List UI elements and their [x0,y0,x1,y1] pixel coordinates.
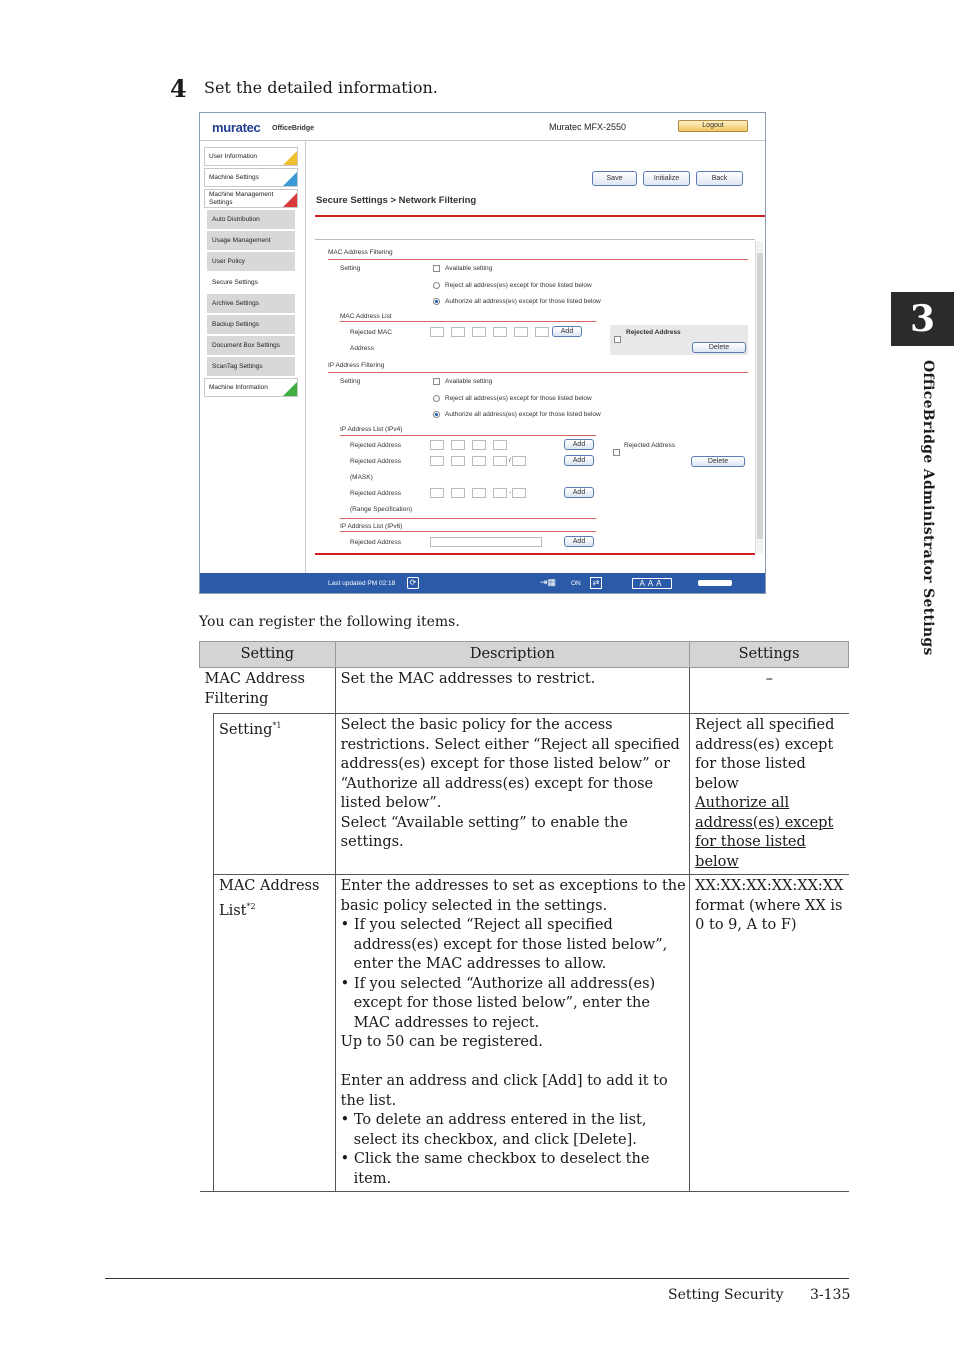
green-tab-icon [283,382,297,396]
nav-document-box-settings[interactable]: Document Box Settings [207,336,295,355]
yellow-tab-icon [283,151,297,165]
mac-authorize-radio[interactable] [433,298,440,305]
ipv4-add-button[interactable]: Add [564,439,594,450]
ip-available-checkbox[interactable] [433,378,440,385]
mac-address-label: Address [350,345,374,352]
ipv6-address-input[interactable] [430,537,542,547]
mac-octet-1[interactable] [430,327,444,337]
row2-setting: Setting$^{*1}$ [213,714,335,875]
footer-rule [105,1278,849,1279]
ipv4-range-octet-2[interactable] [451,488,465,498]
rejected-mac-label: Rejected MAC [350,329,392,336]
ip-reject-radio[interactable] [433,395,440,402]
mask-slash: / [509,457,511,464]
connection-icon: ⇥▦ [540,577,557,587]
panel-bottom-line [315,553,755,555]
mac-octet-2[interactable] [451,327,465,337]
range-dash: - [509,489,512,496]
blue-tab-icon [283,172,297,186]
row1-settings: – [690,668,849,714]
nav-machine-information[interactable]: Machine Information [204,378,298,397]
default-value: Authorize all address(es) except for those listed below [695,795,834,870]
nav-archive-settings[interactable]: Archive Settings [207,294,295,313]
font-size-icon[interactable]: AAA [632,578,672,589]
panel-top-border [315,239,755,240]
ipv4-range-label: (Range Specification) [350,506,413,513]
row1-description: Set the MAC addresses to restrict. [335,668,689,714]
ipv4-octet-4[interactable] [493,440,507,450]
chapter-label: OfficeBridge Administrator Settings [920,360,936,656]
nav-scantag-settings[interactable]: ScanTag Settings [207,357,295,376]
ipv4-mask-label: (MASK) [350,474,373,481]
ipv6-list-line [340,531,596,532]
intro-text: You can register the following items. [199,614,460,630]
mac-section-line [328,259,748,260]
ip-setting-label: Setting [340,378,361,385]
header-settings: Settings [690,642,849,668]
scroll-thumb[interactable] [757,253,763,539]
mac-rejected-checkbox[interactable] [614,336,621,343]
sidebar [204,147,304,399]
row2-description: Select the basic policy for the access restrictions. Select either “Reject all specified address(es) except for those listed below” or “Authorize all address(es) except for those listed below”. Select “Available setting” to enable the settings. [335,714,689,875]
mac-octet-3[interactable] [472,327,486,337]
status-bar [200,573,765,594]
logout-button[interactable]: Logout [678,120,748,132]
header-description: Description [335,642,689,668]
mac-rejected-address-label: Rejected Address [626,329,681,336]
ip-rejected-address-label: Rejected Address [624,442,675,449]
table-header-row [200,642,849,668]
red-tab-icon [283,193,297,207]
ipv4-range-octet-1[interactable] [430,488,444,498]
ip-section-line [328,372,748,373]
ipv6-add-button[interactable]: Add [564,536,594,547]
mac-authorize-label: Authorize all address(es) except for those listed below [445,298,601,305]
ipv4-range-octet-4[interactable] [493,488,507,498]
ipv4-mask-octet-2[interactable] [451,456,465,466]
footer-section-title: Setting Security [668,1287,784,1303]
ipv4-mask-octet-4[interactable] [493,456,507,466]
ipv4-octet-3[interactable] [472,440,486,450]
ip-reject-label: Reject all address(es) except for those listed below [445,395,592,402]
back-button[interactable]: Back [696,171,743,186]
nav-backup-settings[interactable]: Backup Settings [207,315,295,334]
mac-octet-6[interactable] [535,327,549,337]
mac-octet-5[interactable] [514,327,528,337]
model-name: Muratec MFX-2550 [549,122,627,132]
switch-icon[interactable]: ⇄ [590,577,602,589]
mac-add-button[interactable]: Add [552,326,582,337]
row3-setting: MAC Address List$^{*2}$ [213,875,335,1192]
refresh-icon[interactable]: ⟳ [407,577,419,589]
nav-usage-management[interactable]: Usage Management [207,231,295,250]
settings-table [199,641,849,1192]
mac-available-label: Available setting [445,265,493,272]
nav-auto-distribution[interactable]: Auto Distribution [207,210,295,229]
ipv6-list-label: IP Address List (IPv6) [340,523,403,530]
ui-screenshot [199,112,766,594]
nav-machine-settings[interactable]: Machine Settings [204,168,298,187]
ipv4-range-octet-3[interactable] [472,488,486,498]
header-setting: Setting [200,642,336,668]
on-indicator: ON [571,580,581,587]
save-button[interactable]: Save [592,171,637,186]
ipv4-mask-rejected-label: Rejected Address [350,458,401,465]
row2-settings: Reject all specified address(es) except for those listed below Authorize all address(es) except for those listed below [690,714,849,875]
title-divider [315,215,765,217]
scrollbar[interactable] [755,241,763,553]
ip-authorize-label: Authorize all address(es) except for those listed below [445,411,601,418]
ipv6-rejected-label: Rejected Address [350,539,401,546]
step-instruction: Set the detailed information. [204,78,438,97]
last-updated: Last updated PM 02:18 [328,580,396,587]
breadcrumb: Secure Settings > Network Filtering [316,195,477,206]
chapter-tab: 3 [891,292,954,346]
ip-delete-button[interactable]: Delete [691,456,745,467]
row3-description: Enter the addresses to set as exceptions to the basic policy selected in the settings. • If you selected “Reject all specified address(es) except for those listed below”, enter the MAC addresses to allow. • If you selected “Authorize all address(es) except for those listed below”, enter the MAC addresses to reject. Up to 50 can be registered. Enter an address and click [Add] to add it to the list. • To delete an address entered in the list, select its checkbox, and click [Delete]. • Click the same checkbox to deselect the item. [335,875,689,1192]
initialize-button[interactable]: Initialize [643,171,690,186]
mac-reject-label: Reject all address(es) except for those listed below [445,282,592,289]
mac-section-title: MAC Address Filtering [328,249,393,256]
nav-user-policy[interactable]: User Policy [207,252,295,271]
ipv4-rejected-label: Rejected Address [350,442,401,449]
ip-rejected-checkbox[interactable] [613,449,620,456]
ip-authorize-radio[interactable] [433,411,440,418]
mac-octet-4[interactable] [493,327,507,337]
range-bottom-line [340,518,596,519]
ipv4-mask-octet-1[interactable] [430,456,444,466]
ipv4-range-rejected-label: Rejected Address [350,490,401,497]
mac-reject-radio[interactable] [433,282,440,289]
ip-section-title: IP Address Filtering [328,362,385,369]
app-header [200,113,765,141]
ipv4-range-end[interactable] [512,488,526,498]
nav-secure-settings[interactable]: Secure Settings [207,273,295,292]
row3-settings: XX:XX:XX:XX:XX:XX format (where XX is 0 to 9, A to F) [690,875,849,1192]
table-row [200,668,849,714]
table-row [200,714,849,875]
step-number: 4 [170,74,187,103]
mac-delete-button[interactable]: Delete [692,342,746,353]
nav-user-information[interactable]: User Information [204,147,298,166]
mac-setting-label: Setting [340,265,361,272]
mac-list-label: MAC Address List [340,313,392,320]
ipv4-range-add-button[interactable]: Add [564,487,594,498]
ipv4-mask-add-button[interactable]: Add [564,455,594,466]
ipv4-octet-1[interactable] [430,440,444,450]
nav-machine-management-settings[interactable]: Machine Management Settings [204,189,298,208]
progress-icon [698,580,732,586]
page-number: 3-135 [810,1287,851,1303]
ipv4-octet-2[interactable] [451,440,465,450]
mac-list-line [340,321,596,322]
muratec-logo: muratec [212,120,261,135]
sidebar-divider [305,141,306,573]
ipv4-list-label: IP Address List (IPv4) [340,426,403,433]
row1-setting: MAC Address Filtering [200,668,336,714]
ip-available-label: Available setting [445,378,493,385]
officebridge-logo: OfficeBridge [272,125,315,132]
ipv4-mask-bits[interactable] [512,456,526,466]
ipv4-list-line [340,435,596,436]
table-row [200,875,849,1192]
mac-available-checkbox[interactable] [433,265,440,272]
ipv4-mask-octet-3[interactable] [472,456,486,466]
